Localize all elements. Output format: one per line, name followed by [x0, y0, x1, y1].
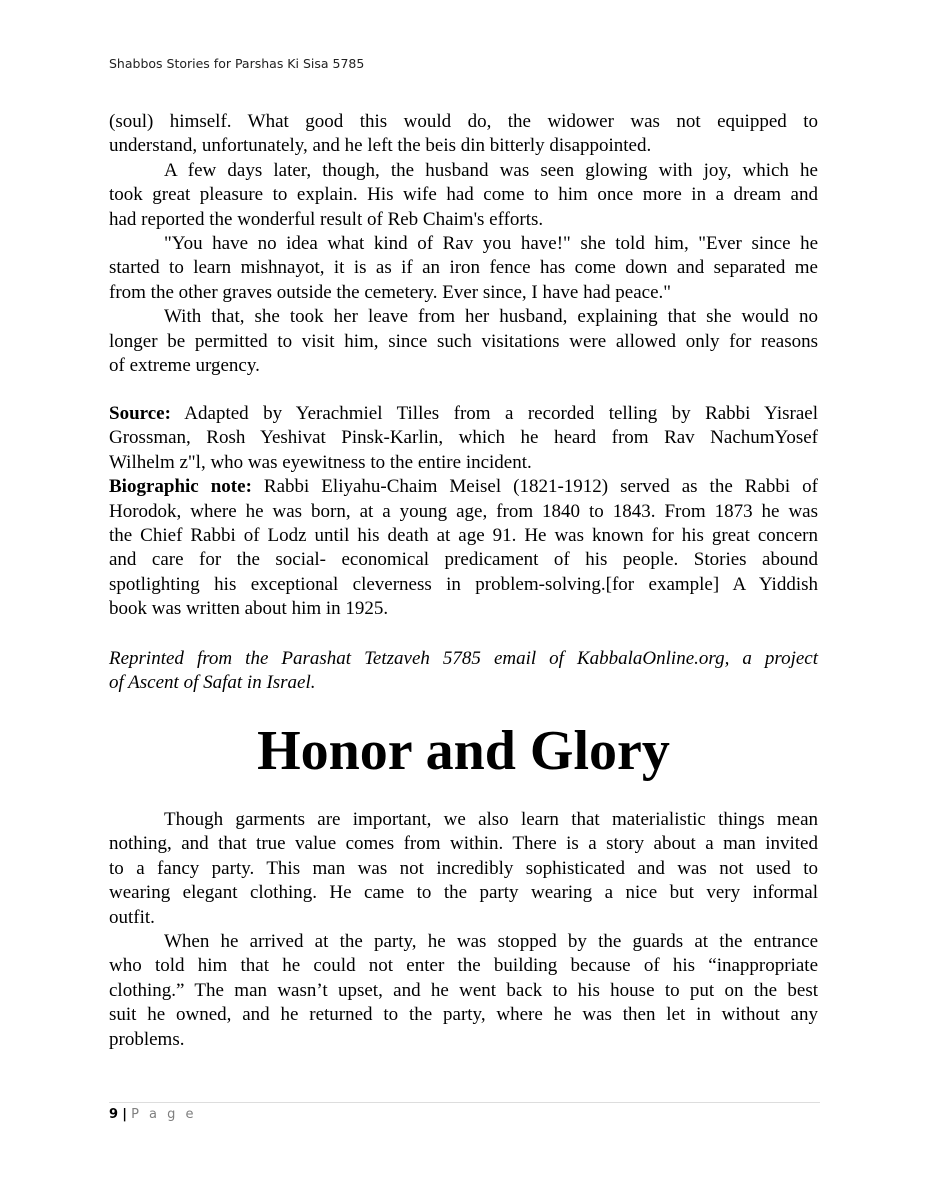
text-line: [109, 524, 818, 548]
text-line: [109, 906, 818, 930]
paragraph: [109, 305, 818, 378]
reprint-credit: [109, 647, 818, 696]
text-line: [109, 208, 818, 232]
line-text: When he arrived at the party, he was stopped by the guards at the entrance: [164, 930, 818, 952]
line-text: clothing.” The man wasn’t upset, and he went back to his house to put on the best: [109, 979, 818, 1001]
line-text: to a fancy party. This man was not incredibly sophisticated and was not used to: [109, 857, 818, 879]
line-text: and care for the social- economical predicament of his people. Stories abound: [109, 549, 818, 571]
story-conclusion: [109, 110, 818, 378]
paragraph: [109, 232, 818, 305]
paragraph: [109, 930, 818, 1052]
source-notes: [109, 402, 818, 622]
article-title: Honor and Glory: [257, 720, 670, 782]
footer-separator: |: [122, 1107, 127, 1122]
line-text: Wilhelm z"l, who was eyewitness to the entire incident.: [109, 451, 532, 473]
line-text: nothing, and that true value comes from within. There is a story about a man invited: [109, 833, 818, 855]
text-line: [109, 671, 818, 695]
line-text: problems.: [109, 1028, 185, 1050]
text-line: [109, 881, 818, 905]
paragraph: [109, 808, 818, 930]
text-line: [109, 134, 818, 158]
line-text: Rabbi Eliyahu-Chaim Meisel (1821-1912) served as the Rabbi of: [251, 476, 818, 498]
line-text: the Chief Rabbi of Lodz until his death at age 91. He was known for his great concern: [109, 524, 818, 546]
text-line: [109, 256, 818, 280]
page-footer: [109, 1107, 197, 1122]
text-line: [109, 1028, 818, 1052]
running-header: Shabbos Stories for Parshas Ki Sisa 5785: [109, 56, 365, 71]
page-label: P a g e: [131, 1107, 197, 1122]
line-text: outfit.: [109, 906, 155, 928]
paragraph: [109, 475, 818, 621]
paragraph: [109, 647, 818, 696]
text-line: [109, 451, 818, 475]
text-line: [109, 1003, 818, 1027]
text-line: [109, 548, 818, 572]
line-text: With that, she took her leave from her husband, explaining that she would no: [164, 306, 818, 328]
text-line: [109, 330, 818, 354]
line-text: of Ascent of Safat in Israel.: [109, 672, 316, 694]
line-text: book was written about him in 1925.: [109, 598, 389, 620]
line-text: of extreme urgency.: [109, 354, 260, 376]
text-line: [109, 930, 818, 954]
line-text: A few days later, though, the husband was seen glowing with joy, which he: [164, 159, 818, 181]
line-text: Though garments are important, we also learn that materialistic things mean: [164, 809, 818, 830]
text-line: [109, 426, 818, 450]
line-text: spotlighting his exceptional cleverness in problem-solving.[for example] A Yiddish: [109, 573, 818, 595]
line-text: from the other graves outside the cemetery. Ever since, I have had peace.": [109, 281, 672, 303]
line-text: Grossman, Rosh Yeshivat Pinsk-Karlin, which he heard from Rav NachumYosef: [109, 427, 818, 449]
line-text: suit he owned, and he returned to the party, where he was then let in without any: [109, 1004, 818, 1026]
text-line: [109, 159, 818, 183]
text-line: [109, 832, 818, 856]
paragraph: [109, 159, 818, 232]
text-line: [109, 979, 818, 1003]
line-text: started to learn mishnayot, it is as if an iron fence has come down and separated me: [109, 257, 818, 279]
line-text: who told him that he could not enter the building because of his “inappropriate: [109, 955, 818, 977]
text-line: [109, 954, 818, 978]
text-line: [109, 281, 818, 305]
page-number: 9: [109, 1107, 119, 1122]
text-line: [109, 354, 818, 378]
line-text: longer be permitted to visit him, since such visitations were allowed only for reasons: [109, 330, 818, 352]
text-line: [109, 647, 818, 671]
text-line: [109, 110, 818, 134]
line-text: took great pleasure to explain. His wife had come to him once more in a dream and: [109, 184, 818, 206]
text-line: [109, 402, 818, 426]
text-line: [109, 808, 818, 832]
text-line: [109, 500, 818, 524]
footer-divider: [109, 1102, 820, 1103]
text-line: [109, 232, 818, 256]
article-body: [109, 808, 818, 1052]
text-line: [109, 597, 818, 621]
text-line: [109, 305, 818, 329]
line-text: understand, unfortunately, and he left the beis din bitterly disappointed.: [109, 135, 652, 157]
paragraph-label: Source:: [109, 403, 171, 424]
line-text: Adapted by Yerachmiel Tilles from a recorded telling by Rabbi Yisrael: [170, 403, 818, 424]
text-line: [109, 573, 818, 597]
line-text: Reprinted from the Parashat Tetzaveh 5785 email of KabbalaOnline.org, a project: [109, 648, 818, 669]
text-line: [109, 857, 818, 881]
paragraph: [109, 110, 818, 159]
paragraph: [109, 402, 818, 475]
line-text: had reported the wonderful result of Reb Chaim's efforts.: [109, 208, 544, 230]
line-text: (soul) himself. What good this would do, the widower was not equipped to: [109, 111, 818, 132]
line-text: Horodok, where he was born, at a young age, from 1840 to 1843. From 1873 he was: [109, 500, 818, 522]
text-line: [109, 475, 818, 499]
paragraph-label: Biographic note:: [109, 476, 252, 498]
line-text: "You have no idea what kind of Rav you have!" she told him, "Ever since he: [164, 232, 818, 254]
text-line: [109, 183, 818, 207]
line-text: wearing elegant clothing. He came to the party wearing a nice but very informal: [109, 882, 818, 904]
